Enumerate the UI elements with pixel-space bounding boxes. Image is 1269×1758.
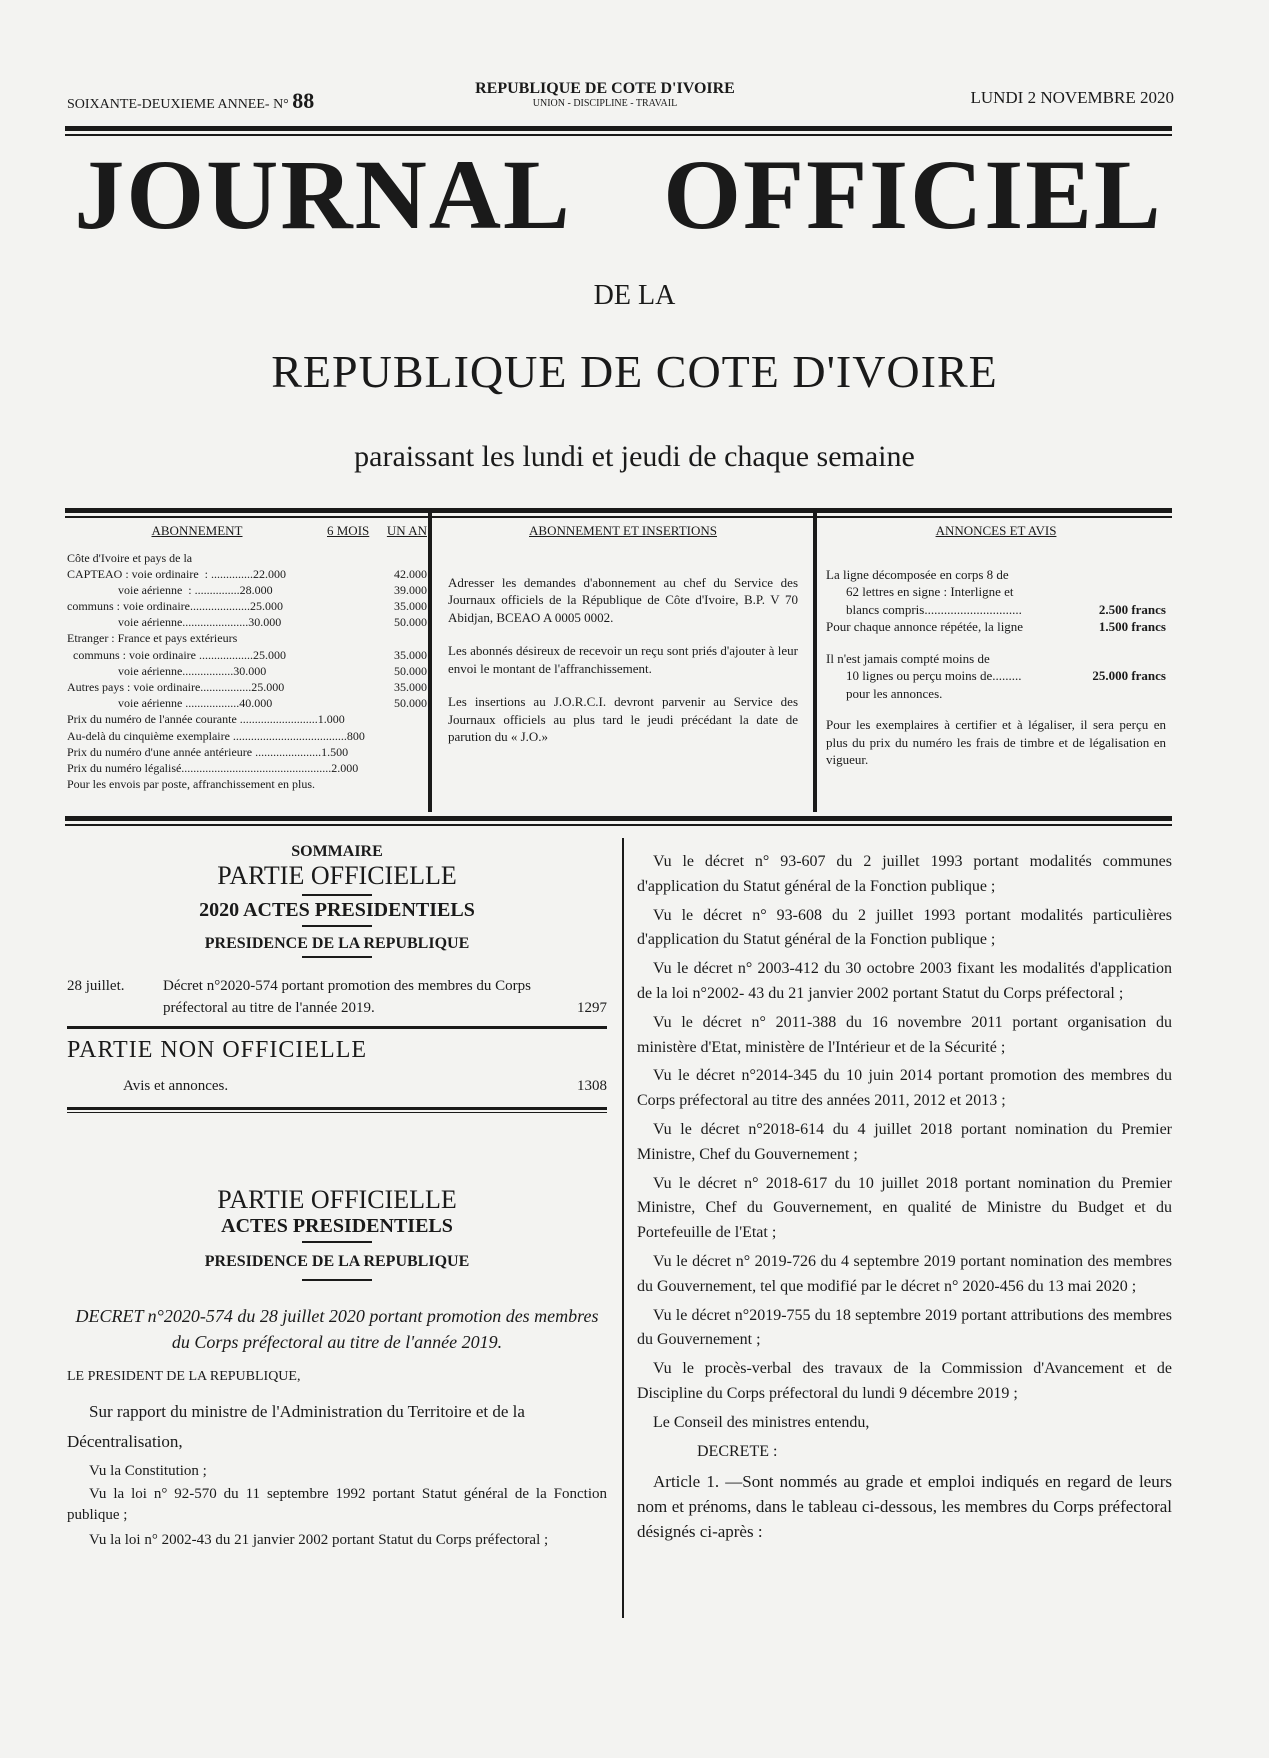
annonces-line: pour les annonces.	[846, 685, 943, 701]
visa-list	[637, 850, 1172, 1436]
abonnement-row-value	[379, 711, 427, 727]
annonces-price: 1.500 francs	[1098, 619, 1166, 635]
abonnement-row-label: Prix du numéro d'une année antérieure ......................1.500	[67, 744, 349, 759]
abonnement-row-label: voie aérienne : ...............28.000	[67, 582, 273, 597]
divider	[65, 824, 1172, 826]
abonnement-row	[67, 776, 427, 792]
divider	[65, 516, 1172, 518]
abonnement-row-label: voie aérienne ..................40.000	[67, 696, 273, 711]
divider	[813, 512, 817, 812]
annonces-line: Il n'est jamais compté moins de	[826, 650, 990, 666]
abonnement-row-value: 35.000	[394, 599, 427, 614]
divider	[302, 894, 372, 896]
annonces-price: 2.500 francs	[1098, 601, 1166, 617]
divider	[65, 134, 1172, 136]
abonnement-row-value: 50.000	[394, 663, 427, 678]
abonnement-row-value	[379, 550, 427, 566]
divider	[65, 816, 1172, 821]
insertions-p3: Les insertions au J.O.R.C.I. devront parvenir au Service des Journaux officiels au plus tard le jeudi précédant la date de parution du « J.O.»	[448, 694, 798, 745]
divider	[65, 126, 1172, 131]
annonces-line: 10 lignes ou perçu moins de.........	[846, 668, 1022, 684]
masthead-de-la: DE LA	[593, 280, 676, 311]
abonnement-row-label: voie aérienne.................30.000	[67, 663, 267, 678]
abonnement-row-label: communs : voie ordinaire ..................25.000	[67, 647, 286, 662]
abonnement-row-label: CAPTEAO : voie ordinaire : ..............22.000	[67, 566, 286, 581]
abonnement-box	[67, 522, 427, 792]
sommaire-actes: 2020 ACTES PRESIDENTIELS	[199, 899, 475, 921]
sommaire-entry-date: 28 juillet.	[67, 978, 125, 994]
annonces-line: 62 lettres en signe : Interligne et	[846, 584, 1014, 600]
divider	[302, 1241, 372, 1243]
divider	[65, 508, 1172, 513]
sommaire-entry[interactable]	[67, 976, 607, 1020]
annonces-price: 25.000 francs	[1092, 668, 1166, 684]
masthead-title: JOURNAL OFFICIEL	[74, 139, 1163, 250]
visa-paragraph: Vu le décret n° 2011-388 du 16 novembre 2011 portant organisation du ministère d'Etat, ministère de l'Intérieur et de la Sécurité ;	[637, 1013, 1172, 1056]
header-republic: REPUBLIQUE DE COTE D'IVOIRE	[475, 80, 735, 97]
sommaire-avis-text: Avis et annonces.	[123, 1077, 229, 1094]
header-motto: UNION - DISCIPLINE - TRAVAIL	[532, 98, 678, 109]
insertions-p1: Adresser les demandes d'abonnement au chef du Service des Journaux officiels de la République de Côte d'Ivoire, B.P. V 70 Abidjan, BCEAO A 0005 0002.	[448, 574, 798, 625]
annonces-line: Pour chaque annonce répétée, la ligne	[826, 619, 1024, 635]
abonnement-col-1an: UN AN	[386, 523, 427, 538]
sommaire-presidence: PRESIDENCE DE LA REPUBLIQUE	[204, 935, 470, 952]
annonces-line: La ligne décomposée en corps 8 de	[826, 566, 1009, 582]
abonnement-heading: ABONNEMENT	[151, 523, 243, 538]
sommaire-entry-page: 1297	[577, 999, 607, 1016]
abonnement-row-label: Prix du numéro légalisé..................................................2.000	[67, 760, 359, 775]
sommaire-partie-officielle: PARTIE OFFICIELLE	[217, 861, 457, 890]
sommaire-avis-entry[interactable]	[67, 1078, 607, 1095]
decree-left-column	[67, 1185, 607, 1551]
masthead-parution: paraissant les lundi et jeudi de chaque semaine	[354, 440, 915, 473]
body-partie-officielle: PARTIE OFFICIELLE	[217, 1185, 457, 1214]
abonnement-row-value: 35.000	[394, 647, 427, 662]
abonnement-row-value	[379, 728, 427, 744]
visa-paragraph: Vu le décret n° 93-607 du 2 juillet 1993 portant modalités communes d'application du Statut général de la Fonction publique ;	[637, 853, 1172, 895]
issue-label: SOIXANTE-DEUXIEME ANNEE- N°	[67, 97, 289, 112]
decret-vu: Vu la loi n° 92-570 du 11 septembre 1992 portant Statut général de la Fonction publique ;	[67, 1485, 607, 1523]
visa-paragraph: Vu le procès-verbal des travaux de la Commission d'Avancement et de Discipline du Corps préfectoral du lundi 9 décembre 2019 ;	[637, 1360, 1172, 1402]
annonces-line: blancs compris..............................	[846, 601, 1022, 617]
decret-title: DECRET n°2020-574 du 28 juillet 2020 portant promotion des membres du Corps préfectoral au titre de l'année 2019.	[75, 1306, 599, 1353]
abonnement-rows	[67, 550, 427, 793]
divider	[302, 956, 372, 958]
divider	[302, 1279, 372, 1281]
abonnement-row	[67, 630, 427, 646]
visa-paragraph: Vu le décret n°2018-614 du 4 juillet 2018 portant nomination du Premier Ministre, Chef du Gouvernement ;	[637, 1120, 1172, 1163]
abonnement-row	[67, 582, 427, 598]
abonnement-row-value	[379, 744, 427, 760]
abonnement-row-label: Autres pays : voie ordinaire.................25.000	[67, 680, 285, 695]
sommaire-partie-non-officielle: PARTIE NON OFFICIELLE	[67, 1036, 368, 1063]
abonnement-row-label: Au-delà du cinquième exemplaire ......................................800	[67, 728, 365, 743]
insertions-heading: ABONNEMENT ET INSERTIONS	[529, 523, 717, 538]
decree-right-column	[637, 850, 1172, 1544]
insertions-p2: Les abonnés désireux de recevoir un reçu sont priés d'ajouter à leur envoi le montant de l'affranchissement.	[448, 643, 798, 676]
decrete-label: DECRETE :	[697, 1442, 778, 1460]
abonnement-row-value: 39.000	[394, 582, 427, 597]
annonces-box	[826, 522, 1166, 769]
article-1: Article 1. —Sont nommés au grade et emploi indiqués en regard de leurs nom et prénoms, dans le tableau ci-dessous, les membres du Corps préfectoral désignés ci-après :	[637, 1472, 1172, 1541]
abonnement-row-value: 42.000	[394, 566, 427, 581]
visa-paragraph: Vu le décret n° 93-608 du 2 juillet 1993 portant modalités particulières d'application du Statut général de la Fonction publique ;	[637, 906, 1172, 949]
decret-vu: Vu la loi n° 2002-43 du 21 janvier 2002 portant Statut du Corps préfectoral ;	[89, 1531, 549, 1548]
abonnement-row	[67, 647, 427, 663]
abonnement-row	[67, 679, 427, 695]
divider	[302, 925, 372, 927]
sommaire-heading: SOMMAIRE	[291, 843, 383, 860]
divider	[67, 1026, 607, 1029]
insertions-box	[448, 522, 798, 746]
abonnement-row-label: communs : voie ordinaire....................25.000	[67, 599, 283, 614]
abonnement-row-value: 35.000	[394, 680, 427, 695]
body-presidence: PRESIDENCE DE LA REPUBLIQUE	[204, 1253, 470, 1270]
divider	[67, 1112, 607, 1113]
masthead-republique: REPUBLIQUE DE COTE D'IVOIRE	[271, 346, 998, 397]
sommaire-avis-page: 1308	[577, 1077, 607, 1094]
header-center	[440, 80, 770, 109]
divider	[67, 1107, 607, 1110]
decret-rapport: Sur rapport du ministre de l'Administration du Territoire et de la Décentralisation,	[67, 1402, 525, 1451]
abonnement-row-label: Côte d'Ivoire et pays de la	[67, 550, 193, 565]
visa-paragraph: Vu le décret n° 2003-412 du 30 octobre 2003 fixant les modalités d'application de la loi n°2002- 43 du 21 janvier 2002 portant Statut du Corps préfectoral ;	[637, 960, 1172, 1002]
abonnement-row-label: Etranger : France et pays extérieurs	[67, 631, 238, 646]
sommaire	[67, 843, 607, 1113]
decret-president: LE PRESIDENT DE LA REPUBLIQUE,	[67, 1369, 301, 1385]
issue-date: LUNDI 2 NOVEMBRE 2020	[970, 88, 1174, 107]
abonnement-row	[67, 566, 427, 582]
decret-vu: Vu la Constitution ;	[89, 1462, 207, 1479]
abonnement-row	[67, 614, 427, 630]
body-actes: ACTES PRESIDENTIELS	[221, 1215, 453, 1237]
abonnement-row	[67, 760, 427, 776]
abonnement-col-6mois: 6 MOIS	[327, 523, 370, 538]
abonnement-row-value	[379, 776, 427, 792]
abonnement-row-value: 50.000	[394, 615, 427, 630]
visa-paragraph: Vu le décret n° 2018-617 du 10 juillet 2018 portant nomination du Premier Ministre, Chef du Gouvernement, en qualité de Ministre du Budget et du Portefeuille de l'Etat ;	[637, 1174, 1172, 1242]
issue-number: 88	[292, 88, 315, 113]
abonnement-row-value	[379, 630, 427, 646]
column-divider	[622, 838, 624, 1618]
visa-paragraph: Vu le décret n° 2019-726 du 4 septembre 2019 portant nomination des membres du Gouvernement, tel que modifié par le décret n° 2020-456 du 13 mai 2020 ;	[637, 1252, 1172, 1295]
abonnement-row-value	[379, 760, 427, 776]
abonnement-row-value: 50.000	[394, 696, 427, 711]
visa-paragraph: Vu le décret n°2014-345 du 10 juin 2014 portant promotion des membres du Corps préfectoral au titre des années 2011, 2012 et 2013 ;	[637, 1067, 1172, 1110]
abonnement-row	[67, 744, 427, 760]
divider	[428, 512, 432, 812]
abonnement-row	[67, 728, 427, 744]
abonnement-row-label: Prix du numéro de l'année courante ..........................1.000	[67, 712, 345, 727]
annonces-heading: ANNONCES ET AVIS	[935, 523, 1057, 538]
visa-paragraph: Vu le décret n°2019-755 du 18 septembre 2019 portant attributions des membres du Gouvernement ;	[637, 1306, 1172, 1349]
issue-info	[67, 88, 314, 114]
abonnement-row	[67, 711, 427, 727]
abonnement-row	[67, 550, 427, 566]
annonces-legalisation: Pour les exemplaires à certifier et à légaliser, il sera perçu en plus du prix du numéro les frais de timbre et de légalisation en vigueur.	[826, 717, 1166, 768]
abonnement-row	[67, 598, 427, 614]
visa-paragraph: Le Conseil des ministres entendu,	[653, 1413, 870, 1431]
abonnement-row	[67, 663, 427, 679]
abonnement-row	[67, 695, 427, 711]
sommaire-entry-text: Décret n°2020-574 portant promotion des membres du Corps préfectoral au titre de l'année 2019.	[163, 978, 532, 1016]
abonnement-row-label: voie aérienne......................30.000	[67, 615, 282, 630]
abonnement-row-label: Pour les envois par poste, affranchissement en plus.	[67, 777, 316, 792]
